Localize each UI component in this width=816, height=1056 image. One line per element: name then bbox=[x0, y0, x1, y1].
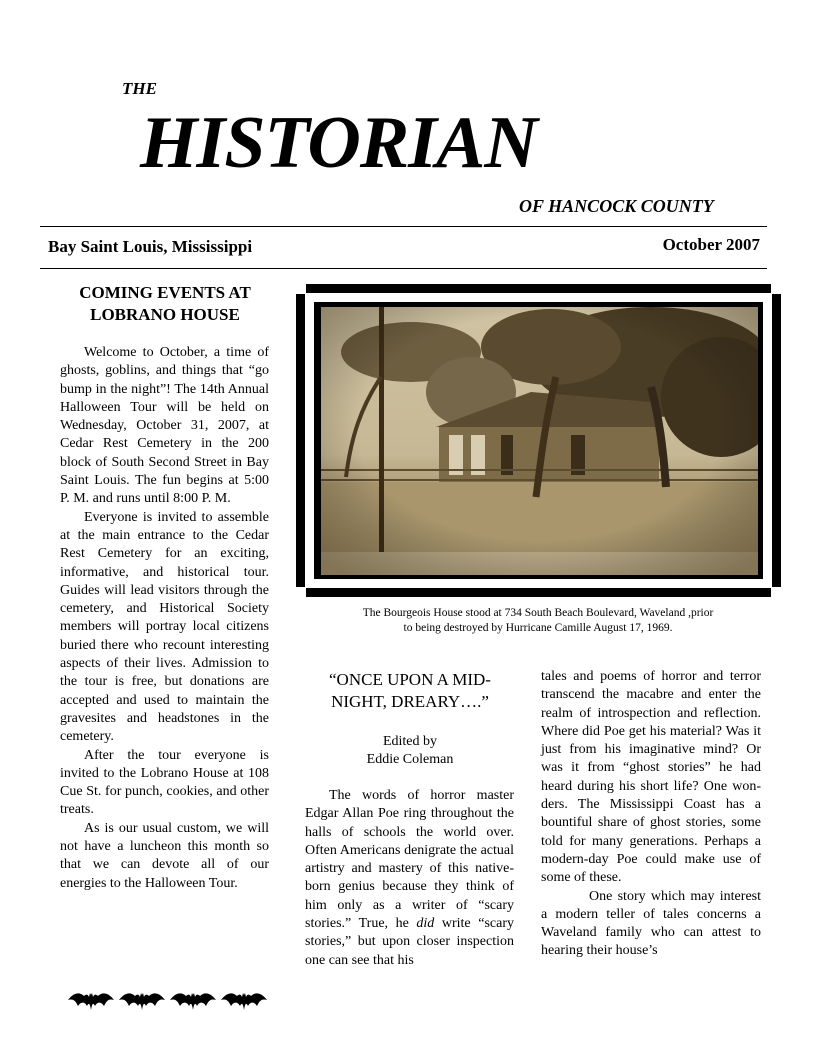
photo-caption bbox=[300, 606, 776, 636]
poe-byline bbox=[300, 733, 520, 770]
poe-emphasis: did bbox=[416, 916, 435, 932]
masthead-the: THE bbox=[122, 79, 157, 98]
events-headline-line1: COMING EVENTS AT bbox=[79, 283, 251, 302]
bat-icon bbox=[68, 993, 114, 1010]
house-photo-illustration bbox=[321, 307, 758, 575]
poe-paragraph-1-continued: tales and poems of horror and terror transcend the macabre and enter the realm of introspection and reflection. Where did Poe get his material? Was it just from his imaginative mind? Or was it from “ghost stories” he had heard during his short life? One wonders. The Mississippi Coast has a bountiful share of ghost stories, some told for many generations. Perhaps a modern-day Poe could make use of some of these. bbox=[541, 669, 761, 886]
poe-headline-line1: “ONCE UPON A MID- bbox=[329, 670, 491, 689]
events-headline bbox=[55, 282, 275, 326]
issue-date: October 2007 bbox=[662, 235, 760, 254]
bat-icon bbox=[170, 993, 216, 1010]
location: Bay Saint Louis, Mississippi bbox=[48, 237, 253, 256]
poe-paragraph-1-start: The words of horror master Edgar Allan Poe ring throughout the halls of schools the world over. Often Americans denigrate the actual artistry and mastery of this native-born genius because they think of him only as a writer of “scary stories.” True, he bbox=[305, 788, 514, 932]
bat-icon bbox=[119, 993, 165, 1010]
photo-caption-line2: to being destroyed by Hurricane Camille August 17, 1969. bbox=[403, 622, 673, 634]
poe-headline-line2: NIGHT, DREARY….” bbox=[331, 692, 489, 711]
top-rule bbox=[40, 226, 767, 227]
events-paragraph: After the tour everyone is invited to the Lobrano House at 108 Cue St. for punch, cookies, and other treats. bbox=[60, 747, 269, 818]
events-paragraph: As is our usual custom, we will not have a luncheon this month so that we can devote all of our energies to the Halloween Tour. bbox=[60, 820, 269, 891]
poe-paragraph-2: One story which may interest a modern teller of tales concerns a Waveland family who can attest to hearing their house’s bbox=[541, 888, 761, 959]
poe-paragraph-1 bbox=[305, 787, 514, 970]
poe-paragraph-1-end: write “scary stories,” but upon closer inspection one can see that his bbox=[305, 916, 514, 968]
bottom-rule bbox=[40, 268, 767, 269]
byline-edited-by: Edited by bbox=[382, 734, 438, 749]
bat-decoration-row bbox=[68, 986, 268, 1014]
byline-author: Eddie Coleman bbox=[366, 752, 454, 768]
events-paragraph: Welcome to October, a time of ghosts, goblins, and things that “go bump in the night”! The 14th Annual Halloween Tour will be held on Wednesday, October 31, 2007, at Cedar Rest Cemetery in the 200 block of South Second Street in Bay Saint Louis. The fun begins at 5:00 P. M. and runs until 8:00 P. M. bbox=[60, 345, 269, 507]
events-paragraph: Everyone is invited to assemble at the main entrance to the Cedar Rest Cemetery for an exciting, informative, and historical tour. Guides will lead visitors through the cemetery, and Historical Society members will portray local citizens buried there who recount interesting aspects of their lives. Admission to the tour is free, but donations are accepted and used to maintain the gravesites and headstones in the cemetery. bbox=[60, 509, 269, 745]
events-headline-line2: LOBRANO HOUSE bbox=[90, 305, 240, 324]
bourgeois-house-photo bbox=[321, 307, 758, 575]
poe-article-part2 bbox=[541, 668, 761, 961]
poe-article-part1 bbox=[305, 787, 514, 970]
poe-headline bbox=[300, 669, 520, 713]
photo-caption-line1: The Bourgeois House stood at 734 South Beach Boulevard, Waveland ,prior bbox=[362, 607, 714, 619]
newsletter-subtitle: OF HANCOCK COUNTY bbox=[519, 196, 714, 216]
newsletter-title: HISTORIAN bbox=[140, 102, 537, 184]
events-article bbox=[60, 344, 269, 893]
bat-icon bbox=[221, 993, 267, 1010]
